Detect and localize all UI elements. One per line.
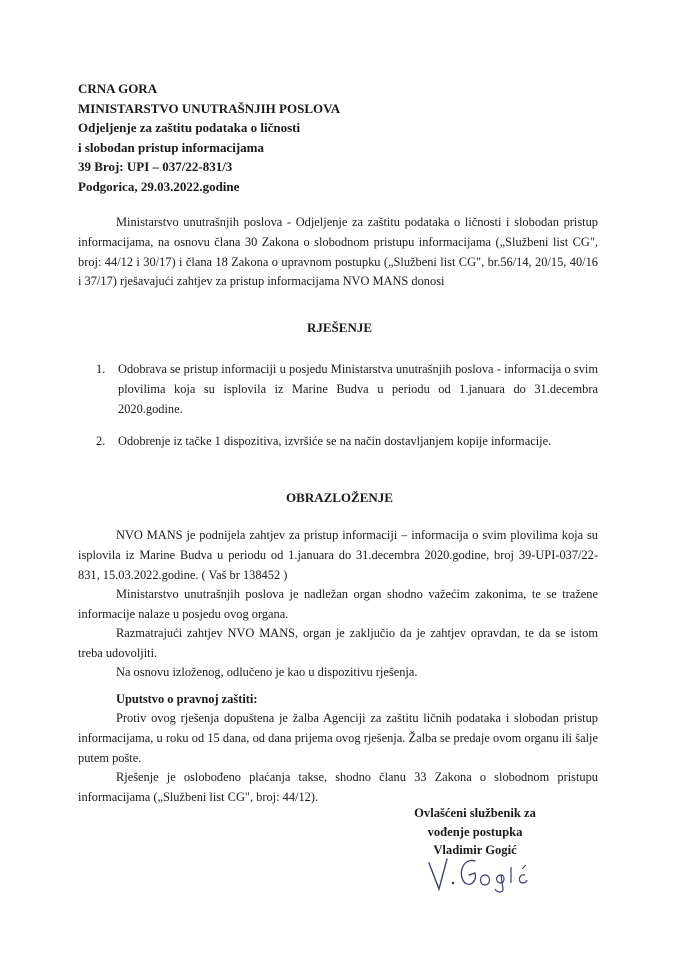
decision-item — [96, 360, 598, 419]
reasoning-paragraph-1: NVO MANS je podnijela zahtjev za pristup informaciji – informacija o svim plovilima koja su isplovila iz Marine Budva u periodu od 1.januara do 31.decembra 2020.godine, broj 39-UPI-037/22-831, 15.03.2022.godine. ( Vaš br 138452 ) — [78, 528, 598, 582]
legal-remedy-text-2: Rješenje je oslobođeno plaćanja takse, shodno članu 33 Zakona o slobodnom pristupu informacijama („Službeni list CG", broj: 44/12). — [78, 770, 598, 804]
legal-remedy-title: Uputstvo o pravnoj zaštiti: — [116, 692, 258, 706]
legal-remedy-text-1: Protiv ovog rješenja dopuštena je žalba Agenciji za zaštitu ličnih podataka i slobodan pristup informacijama, u roku od 15 dana, od dana prijema ovog rješenja. Žalba se predaje ovom organu ili šalje putem pošte. — [78, 711, 598, 765]
item-text: Odobrava se pristup informaciji u posjedu Ministarstva unutrašnjih poslova - informacija o svim plovilima koja su isplovila iz Marine Budva u periodu od 1.januara do 31.decembra 2020.godine. — [118, 362, 598, 416]
country-name: CRNA GORA — [78, 81, 158, 96]
signatory-name: Vladimir Gogić — [433, 843, 517, 857]
intro-paragraph: Ministarstvo unutrašnjih poslova - Odjeljenje za zaštitu podataka o ličnosti i slobodan pristup informacijama, na osnovu člana 30 Zakona o slobodnom pristupu informacijama („Službeni list CG", broj: 44/12 i 30/17) i člana 18 Zakona o upravnom postupku („Službeni list CG", br.56/14, 20/15, 40/16 i 37/17) rješavajući zahtjev za pristup informacijama NVO MANS donosi — [78, 215, 598, 289]
decision-title: RJEŠENJE — [306, 320, 373, 335]
ministry-name: MINISTARSTVO UNUTRAŠNJIH POSLOVA — [78, 100, 341, 116]
signatory-title-1: Ovlašćeni službenik za — [414, 806, 536, 820]
decision-item — [96, 432, 598, 452]
department-line-2: i slobodan pristup informacijama — [78, 139, 264, 155]
reference-number: 39 Broj: UPI – 037/22-831/3 — [78, 159, 233, 174]
item-number: 1. — [96, 362, 106, 376]
department-line-1: Odjeljenje za zaštitu podataka o ličnosti — [78, 120, 301, 135]
handwritten-signature — [423, 845, 533, 895]
reasoning-paragraph-3: Razmatrajući zahtjev NVO MANS, organ je zaključio da je zahtjev opravdan, te da se istom treba udovoljiti. — [78, 626, 598, 660]
reasoning-title: OBRAZLOŽENJE — [286, 490, 393, 505]
item-number: 2. — [96, 434, 106, 448]
item-text: Odobrenje iz tačke 1 dispozitiva, izvršiće se na način dostavljanjem kopije informacije. — [118, 434, 552, 448]
signatory-title-2: vođenje postupka — [427, 824, 523, 839]
place-date: Podgorica, 29.03.2022.godine — [78, 178, 240, 194]
reasoning-paragraph-2: Ministarstvo unutrašnjih poslova je nadležan organ shodno važećim zakonima, te se tražene informacije nalaze u posjedu ovog organa. — [78, 587, 598, 621]
document-header — [78, 79, 340, 196]
reasoning-paragraph-4: Na osnovu izloženog, odlučeno je kao u dispozitivu rješenja. — [116, 665, 418, 679]
